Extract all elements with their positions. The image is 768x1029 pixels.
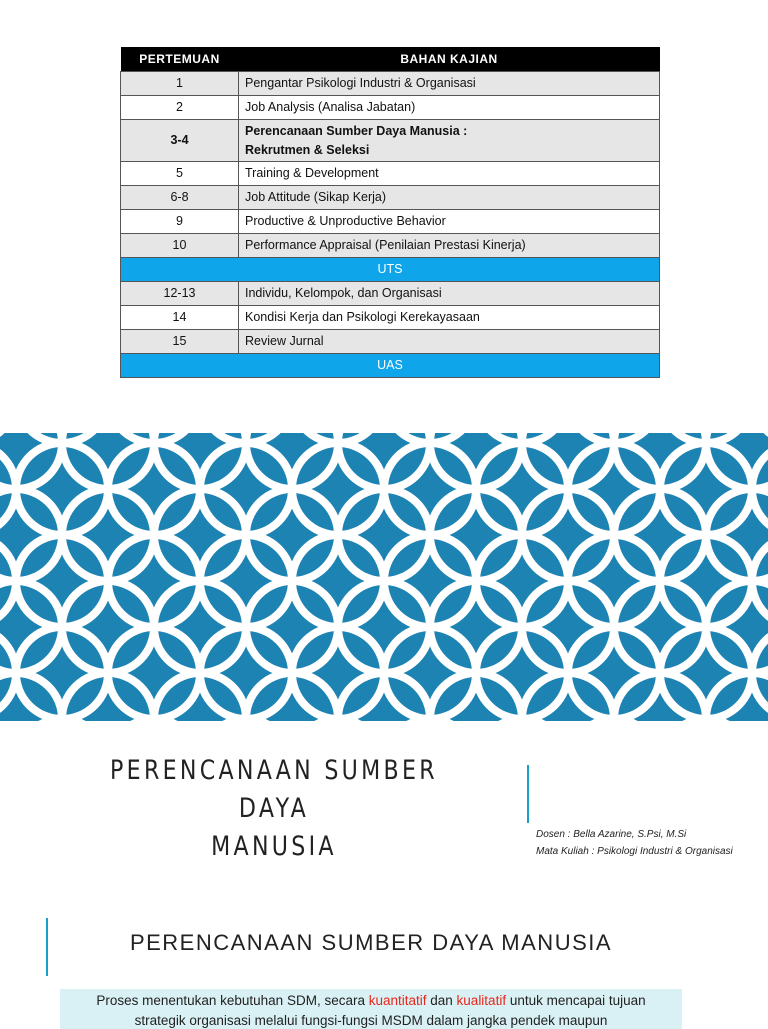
definition-box [60, 989, 682, 1029]
meeting-number: 6-8 [121, 186, 239, 210]
header-meeting: PERTEMUAN [121, 47, 239, 72]
meeting-number: 10 [121, 234, 239, 258]
table-row [121, 210, 660, 234]
meeting-number: 3-4 [121, 120, 239, 162]
title-line-1: PERENCANAAN SUMBER DAYA [110, 755, 438, 824]
table-row [121, 162, 660, 186]
lecturer-info [536, 826, 733, 860]
content-slide-title: PERENCANAAN SUMBER DAYA MANUSIA [129, 930, 613, 955]
topic-cell: Productive & Unproductive Behavior [239, 210, 660, 234]
table-row [121, 306, 660, 330]
topic-cell: Job Analysis (Analisa Jabatan) [239, 96, 660, 120]
topic-cell: Job Attitude (Sikap Kerja) [239, 186, 660, 210]
header-topic: BAHAN KAJIAN [239, 47, 660, 72]
meeting-number: 15 [121, 330, 239, 354]
meeting-number: 9 [121, 210, 239, 234]
lecturer-name: Dosen : Bella Azarine, S.Psi, M.Si [536, 829, 687, 840]
definition-text-2: dan [426, 993, 457, 1008]
slide-title [107, 752, 442, 866]
topic-cell: Performance Appraisal (Penilaian Prestasi Kinerja) [239, 234, 660, 258]
table-row [121, 120, 660, 162]
meeting-number: 14 [121, 306, 239, 330]
pattern-banner [0, 433, 768, 721]
title-line-2: MANUSIA [211, 831, 337, 862]
topic-cell: Individu, Kelompok, dan Organisasi [239, 282, 660, 306]
definition-text-3: untuk mencapai tujuan strategik organisasi melalui fungsi-fungsi MSDM dalam jangka pendek maupun [134, 993, 646, 1028]
course-name: Mata Kuliah : Psikologi Industri & Organisasi [536, 846, 733, 857]
topic-cell: Kondisi Kerja dan Psikologi Kerekayasaan [239, 306, 660, 330]
title-divider [527, 765, 529, 823]
topic-cell: Review Jurnal [239, 330, 660, 354]
meeting-number: 5 [121, 162, 239, 186]
meeting-number: 1 [121, 72, 239, 96]
topic-cell: Training & Development [239, 162, 660, 186]
table-row [121, 96, 660, 120]
table-header-row [121, 47, 660, 72]
interlocking-circles-pattern [0, 433, 768, 721]
topic-cell [239, 120, 660, 162]
table-row [121, 186, 660, 210]
topic-line-2: Rekrutmen & Seleksi [245, 142, 370, 157]
table-row [121, 234, 660, 258]
exam-row-uts [121, 258, 660, 282]
highlight-quantitative: kuantitatif [368, 993, 427, 1008]
definition-text-1: Proses menentukan kebutuhan SDM, secara [96, 993, 369, 1008]
exam-label: UTS [121, 258, 660, 282]
exam-label: UAS [121, 354, 660, 378]
meeting-number: 12-13 [121, 282, 239, 306]
highlight-qualitative: kualitatif [456, 993, 507, 1008]
exam-row-uas [121, 354, 660, 378]
schedule-table [120, 47, 660, 378]
table-row [121, 330, 660, 354]
table-row [121, 282, 660, 306]
meeting-number: 2 [121, 96, 239, 120]
table-row [121, 72, 660, 96]
topic-line-1: Perencanaan Sumber Daya Manusia : [245, 124, 468, 139]
topic-cell: Pengantar Psikologi Industri & Organisasi [239, 72, 660, 96]
